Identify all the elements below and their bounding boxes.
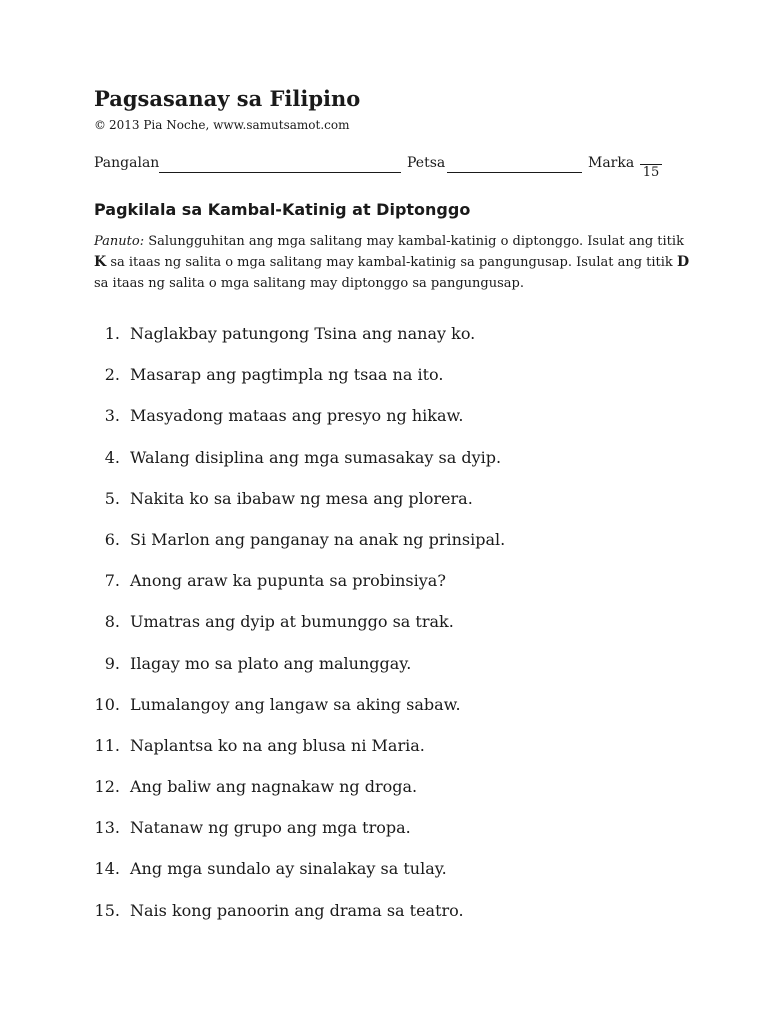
score-total: 15 (642, 165, 660, 180)
name-label: Pangalan (94, 155, 160, 171)
student-fields (94, 155, 674, 185)
item-number: 14. (94, 859, 120, 879)
item-number: 2. (104, 365, 120, 385)
item-sentence: Walang disiplina ang mga sumasakay sa dyip. (130, 447, 502, 467)
item-sentence: Ilagay mo sa plato ang malunggay. (130, 653, 412, 673)
copyright-text: 2013 Pia Noche, www.samutsamot.com (109, 118, 350, 132)
name-blank[interactable] (159, 172, 401, 173)
item-sentence: Ang baliw ang nagnakaw ng droga. (130, 777, 418, 797)
item-number: 9. (104, 653, 120, 673)
item-number: 5. (104, 488, 120, 508)
item-number: 15. (94, 900, 120, 920)
date-blank[interactable] (447, 172, 582, 173)
item-number: 4. (104, 447, 120, 467)
item-number: 7. (104, 571, 120, 591)
item-number: 3. (104, 406, 120, 426)
item-number: 12. (94, 777, 120, 797)
item-sentence: Nais kong panoorin ang drama sa teatro. (130, 900, 464, 920)
item-sentence: Natanaw ng grupo ang mga tropa. (130, 818, 411, 838)
instructions-part1: Salungguhitan ang mga salitang may kambal-katinig o diptonggo. Isulat ang titik (148, 234, 684, 249)
item-number: 10. (94, 694, 120, 714)
instructions-lead: Panuto: (94, 234, 145, 249)
item-number: 13. (94, 818, 120, 838)
item-sentence: Si Marlon ang panganay na anak ng prinsipal. (130, 529, 506, 549)
item-sentence: Masarap ang pagtimpla ng tsaa na ito. (130, 365, 444, 385)
instructions-part3: sa itaas ng salita o mga salitang may diptonggo sa pangungusap. (94, 276, 524, 291)
section-title: Pagkilala sa Kambal-Katinig at Diptonggo (94, 200, 471, 219)
copyright-line (94, 118, 349, 132)
instructions-part2: sa itaas ng salita o mga salitang may kambal-katinig sa pangungusap. Isulat ang titik (110, 255, 673, 270)
copyright-icon: © (94, 118, 106, 132)
item-number: 1. (104, 324, 120, 343)
item-sentence: Masyadong mataas ang presyo ng hikaw. (130, 406, 464, 426)
page-title: Pagsasanay sa Filipino (94, 86, 361, 111)
item-sentence: Umatras ang dyip at bumunggo sa trak. (130, 612, 454, 632)
letter-k: K (94, 254, 107, 270)
item-sentence: Ang mga sundalo ay sinalakay sa tulay. (130, 859, 447, 879)
item-number: 11. (94, 735, 120, 755)
instructions (94, 231, 694, 294)
letter-d: D (676, 254, 690, 270)
item-sentence: Nakita ko sa ibabaw ng mesa ang plorera. (130, 488, 473, 508)
item-sentence: Naplantsa ko na ang blusa ni Maria. (130, 735, 425, 755)
item-number: 6. (104, 529, 120, 549)
item-number: 8. (104, 612, 120, 632)
item-sentence: Lumalangoy ang langaw sa aking sabaw. (130, 694, 461, 714)
item-sentence: Anong araw ka pupunta sa probinsiya? (130, 571, 446, 591)
score-label: Marka (588, 155, 635, 171)
date-label: Petsa (407, 155, 446, 171)
score-fraction (640, 164, 662, 180)
item-sentence: Naglakbay patungong Tsina ang nanay ko. (130, 324, 476, 343)
